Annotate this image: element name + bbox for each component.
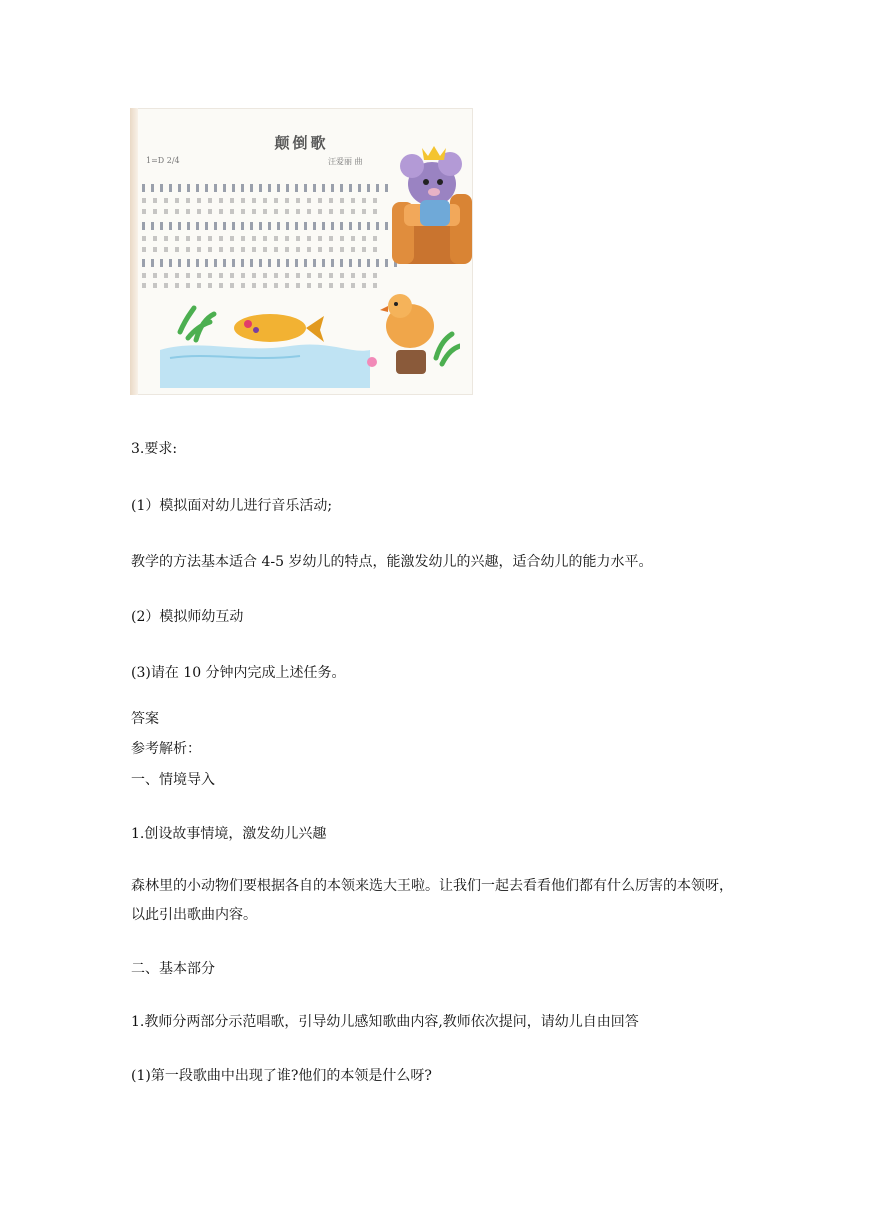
score-lyric-row-1a (142, 198, 382, 203)
section-1-text: 森林里的小动物们要根据各自的本领来选大王啦。让我们一起去看看他们都有什么厉害的本领呀，以此引出歌曲内容。 (131, 878, 733, 923)
score-lyric-row-2b (142, 247, 382, 252)
section-1-heading: 一、情境导入 (131, 772, 215, 788)
section-2-heading: 二、基本部分 (131, 961, 215, 977)
song-key: 1=D 2/4 (146, 156, 180, 165)
score-notes-row-1 (142, 184, 392, 192)
requirement-3: (3)请在 10 分钟内完成上述任务。 (131, 665, 346, 681)
mouse-on-chair-illustration (392, 144, 472, 274)
score-lyric-row-3a (142, 273, 382, 278)
song-sheet-image (130, 108, 473, 395)
section-2-item-1: 1.教师分两部分示范唱歌，引导幼儿感知歌曲内容,教师依次提问，请幼儿自由回答 (131, 1014, 639, 1030)
score-notes-row-2 (142, 222, 392, 230)
score-notes-row-3 (142, 259, 402, 267)
reference-heading: 参考解析： (131, 741, 201, 757)
song-author: 汪爱丽 曲 (328, 157, 363, 166)
requirement-1: (1）模拟面对幼儿进行音乐活动; (131, 498, 333, 514)
requirements-heading: 3.要求: (131, 441, 178, 457)
section-2-question-1: (1)第一段歌曲中出现了谁?他们的本领是什么呀? (131, 1068, 432, 1084)
section-1-item-1: 1.创设故事情境，激发幼儿兴趣 (131, 826, 327, 842)
score-lyric-row-1b (142, 209, 382, 214)
requirement-2: (2）模拟师幼互动 (131, 609, 244, 625)
song-title: 颠倒歌 (274, 134, 329, 152)
answer-heading: 答案 (131, 711, 159, 727)
score-lyric-row-2a (142, 236, 382, 241)
pond-scene-illustration (160, 288, 460, 388)
requirement-1-detail: 教学的方法基本适合 4-5 岁幼儿的特点，能激发幼儿的兴趣，适合幼儿的能力水平。 (131, 554, 653, 570)
